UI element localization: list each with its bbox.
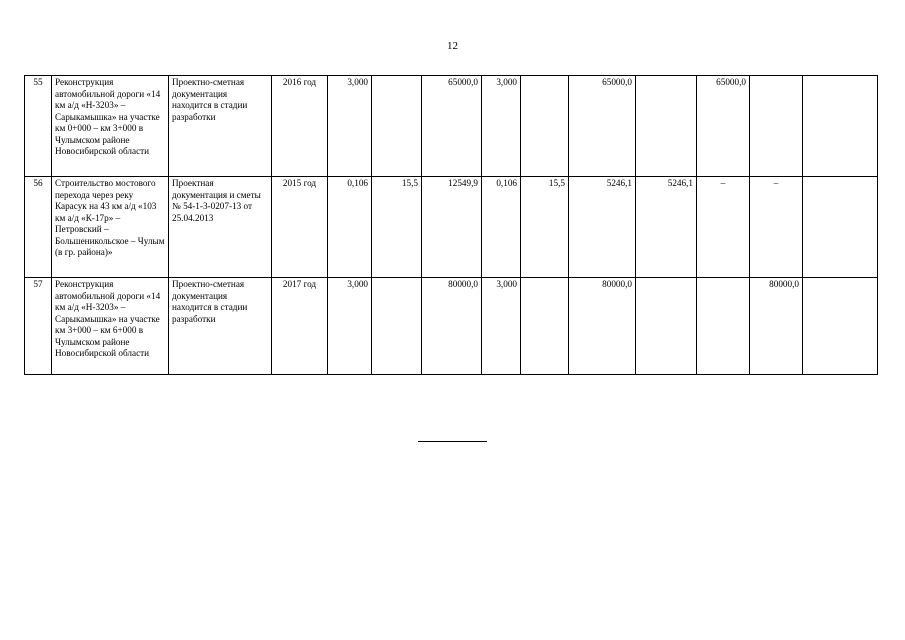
projects-table [24,75,878,375]
documentation-status: Проектно-сметная документация находится в стадии разработки [169,76,272,177]
object-name: Реконструкция автомобильной дороги «14 км а/д «Н-3203» – Сарыкамышка» на участке км 0+000 – км 3+000 в Чулымском районе Новосибирской области [52,76,169,177]
cell-length-m [372,76,422,177]
cell-total-cost: 80000,0 [422,278,482,375]
cell-year-3: – [750,177,803,278]
cell-total-cost: 65000,0 [422,76,482,177]
end-divider [418,441,487,442]
row-number: 55 [25,76,52,177]
cell-year-1 [636,76,697,177]
cell-program-km: 3,000 [482,76,521,177]
cell-program-m [521,278,569,375]
cell-program-cost: 5246,1 [569,177,636,278]
completion-year: 2017 год [272,278,328,375]
table-row [25,278,878,375]
object-name: Строительство мостового перехода через реку Карасук на 43 км а/д «103 км а/д «К-17р» – Петровский – Большеникольское – Чулым (в гр. района)» [52,177,169,278]
table-row [25,177,878,278]
completion-year: 2016 год [272,76,328,177]
cell-year-1 [636,278,697,375]
page-number: 12 [447,40,458,52]
row-number: 56 [25,177,52,278]
completion-year: 2015 год [272,177,328,278]
cell-length-km: 0,106 [328,177,372,278]
cell-year-3 [750,76,803,177]
documentation-status: Проектно-сметная документация находится в стадии разработки [169,278,272,375]
cell-year-2 [697,278,750,375]
cell-extra [803,76,878,177]
cell-program-km: 3,000 [482,278,521,375]
cell-length-m [372,278,422,375]
cell-program-m: 15,5 [521,177,569,278]
documentation-status: Проектная документация и сметы № 54-1-3-0207-13 от 25.04.2013 [169,177,272,278]
cell-length-m: 15,5 [372,177,422,278]
cell-length-km: 3,000 [328,278,372,375]
cell-year-1: 5246,1 [636,177,697,278]
cell-year-2: 65000,0 [697,76,750,177]
cell-program-km: 0,106 [482,177,521,278]
cell-program-m [521,76,569,177]
cell-extra [803,177,878,278]
cell-program-cost: 65000,0 [569,76,636,177]
object-name: Реконструкция автомобильной дороги «14 км а/д «Н-3203» – Сарыкамышка» на участке км 3+000 – км 6+000 в Чулымском районе Новосибирской области [52,278,169,375]
cell-extra [803,278,878,375]
cell-program-cost: 80000,0 [569,278,636,375]
cell-year-2: – [697,177,750,278]
cell-total-cost: 12549,9 [422,177,482,278]
table-row [25,76,878,177]
cell-year-3: 80000,0 [750,278,803,375]
cell-length-km: 3,000 [328,76,372,177]
row-number: 57 [25,278,52,375]
